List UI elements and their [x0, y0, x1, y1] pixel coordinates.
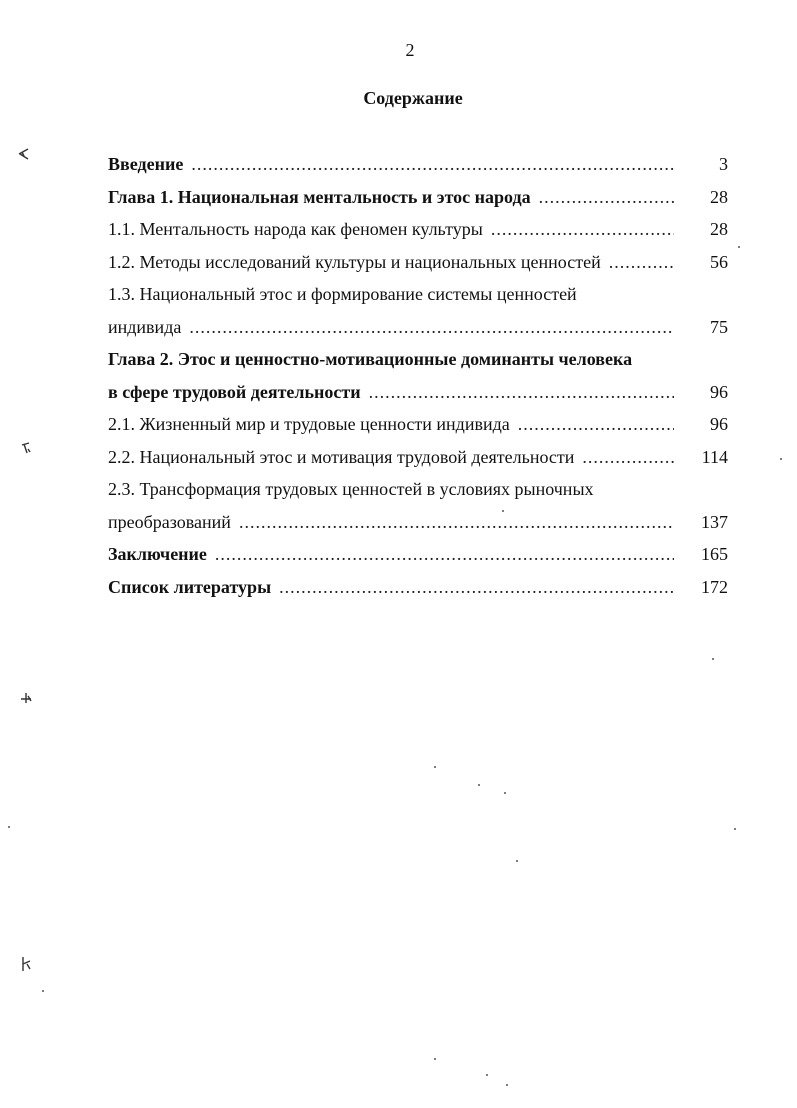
binding-mark-icon	[16, 146, 32, 162]
toc-entry-page: 28	[710, 219, 728, 239]
toc-entry-chapter-1	[108, 183, 728, 216]
toc-entry-label: индивида	[108, 316, 182, 337]
scan-speck	[780, 458, 782, 460]
dot-leader	[215, 540, 674, 568]
dot-leader	[191, 150, 674, 178]
scan-speck	[734, 828, 736, 830]
binding-mark-icon	[18, 440, 34, 456]
dot-leader	[582, 443, 674, 471]
toc-entry-label: 1.1. Ментальность народа как феномен культуры	[108, 219, 483, 239]
toc-entry-1-1	[108, 215, 728, 248]
toc-entry-label: Глава 1. Национальная ментальность и этос народа	[108, 186, 531, 207]
scan-speck	[42, 990, 44, 992]
toc-entry-page: 96	[710, 414, 728, 434]
toc-entry-page: 137	[701, 511, 728, 532]
toc-entry-label: 2.2. Национальный этос и мотивация трудовой деятельности	[108, 446, 575, 467]
dot-leader	[518, 410, 674, 438]
dot-leader	[279, 573, 674, 601]
toc-entry-2-1	[108, 410, 728, 443]
dot-leader	[239, 508, 674, 536]
toc-entry-references	[108, 573, 728, 606]
scan-speck	[506, 1084, 508, 1086]
scan-speck	[712, 658, 714, 660]
page-title: Содержание	[363, 88, 463, 108]
toc-entry-label: 1.2. Методы исследований культуры и национальных ценностей	[108, 251, 601, 272]
toc-entry-2-3-continued	[108, 508, 728, 541]
scan-speck	[434, 1058, 436, 1060]
toc-entry-chapter-2-continued	[108, 378, 728, 411]
dot-leader	[491, 215, 674, 243]
toc-entry-label: Заключение	[108, 544, 207, 564]
toc-entry-page: 75	[710, 316, 728, 337]
toc-entry-2-2	[108, 443, 728, 476]
toc-entry-label: 2.3. Трансформация трудовых ценностей в условиях рыночных	[108, 479, 594, 499]
toc-entry-1-2	[108, 248, 728, 281]
scan-speck	[478, 784, 480, 786]
scan-speck	[486, 1074, 488, 1076]
toc-entry-page: 56	[710, 251, 728, 272]
dot-leader	[369, 378, 674, 406]
toc-entry-page: 165	[701, 544, 728, 564]
toc-entry-1-3-continued	[108, 313, 728, 346]
toc-entry-label: Глава 2. Этос и ценностно-мотивационные доминанты человека	[108, 349, 633, 369]
scan-speck	[434, 766, 436, 768]
toc-entry-page: 96	[710, 381, 728, 402]
toc-entry-page: 114	[701, 446, 728, 467]
scan-speck	[502, 510, 504, 512]
toc-entry-conclusion	[108, 540, 728, 573]
binding-mark-icon	[18, 690, 34, 706]
toc-entry-chapter-2	[108, 345, 728, 378]
toc-entry-2-3	[108, 475, 728, 508]
dot-leader	[189, 313, 674, 341]
toc-entry-label: Список литературы	[108, 576, 272, 597]
toc-entry-introduction	[108, 150, 728, 183]
toc-entry-label: 2.1. Жизненный мир и трудовые ценности индивида	[108, 414, 510, 434]
page-number: 2	[405, 40, 415, 60]
toc-entry-label: 1.3. Национальный этос и формирование системы ценностей	[108, 284, 577, 304]
scan-speck	[738, 246, 740, 248]
scan-speck	[516, 860, 518, 862]
dot-leader	[539, 183, 674, 211]
toc-entry-1-3	[108, 280, 728, 313]
toc-entry-label: преобразований	[108, 511, 231, 532]
table-of-contents	[108, 150, 728, 605]
toc-entry-page: 172	[701, 576, 728, 597]
toc-entry-label: Введение	[108, 154, 184, 174]
scan-speck	[504, 792, 506, 794]
toc-entry-page: 28	[710, 186, 728, 207]
toc-entry-label: в сфере трудовой деятельности	[108, 381, 361, 402]
scan-speck	[8, 826, 10, 828]
binding-mark-icon	[18, 955, 34, 973]
dot-leader	[609, 248, 674, 276]
toc-entry-page: 3	[719, 154, 728, 174]
